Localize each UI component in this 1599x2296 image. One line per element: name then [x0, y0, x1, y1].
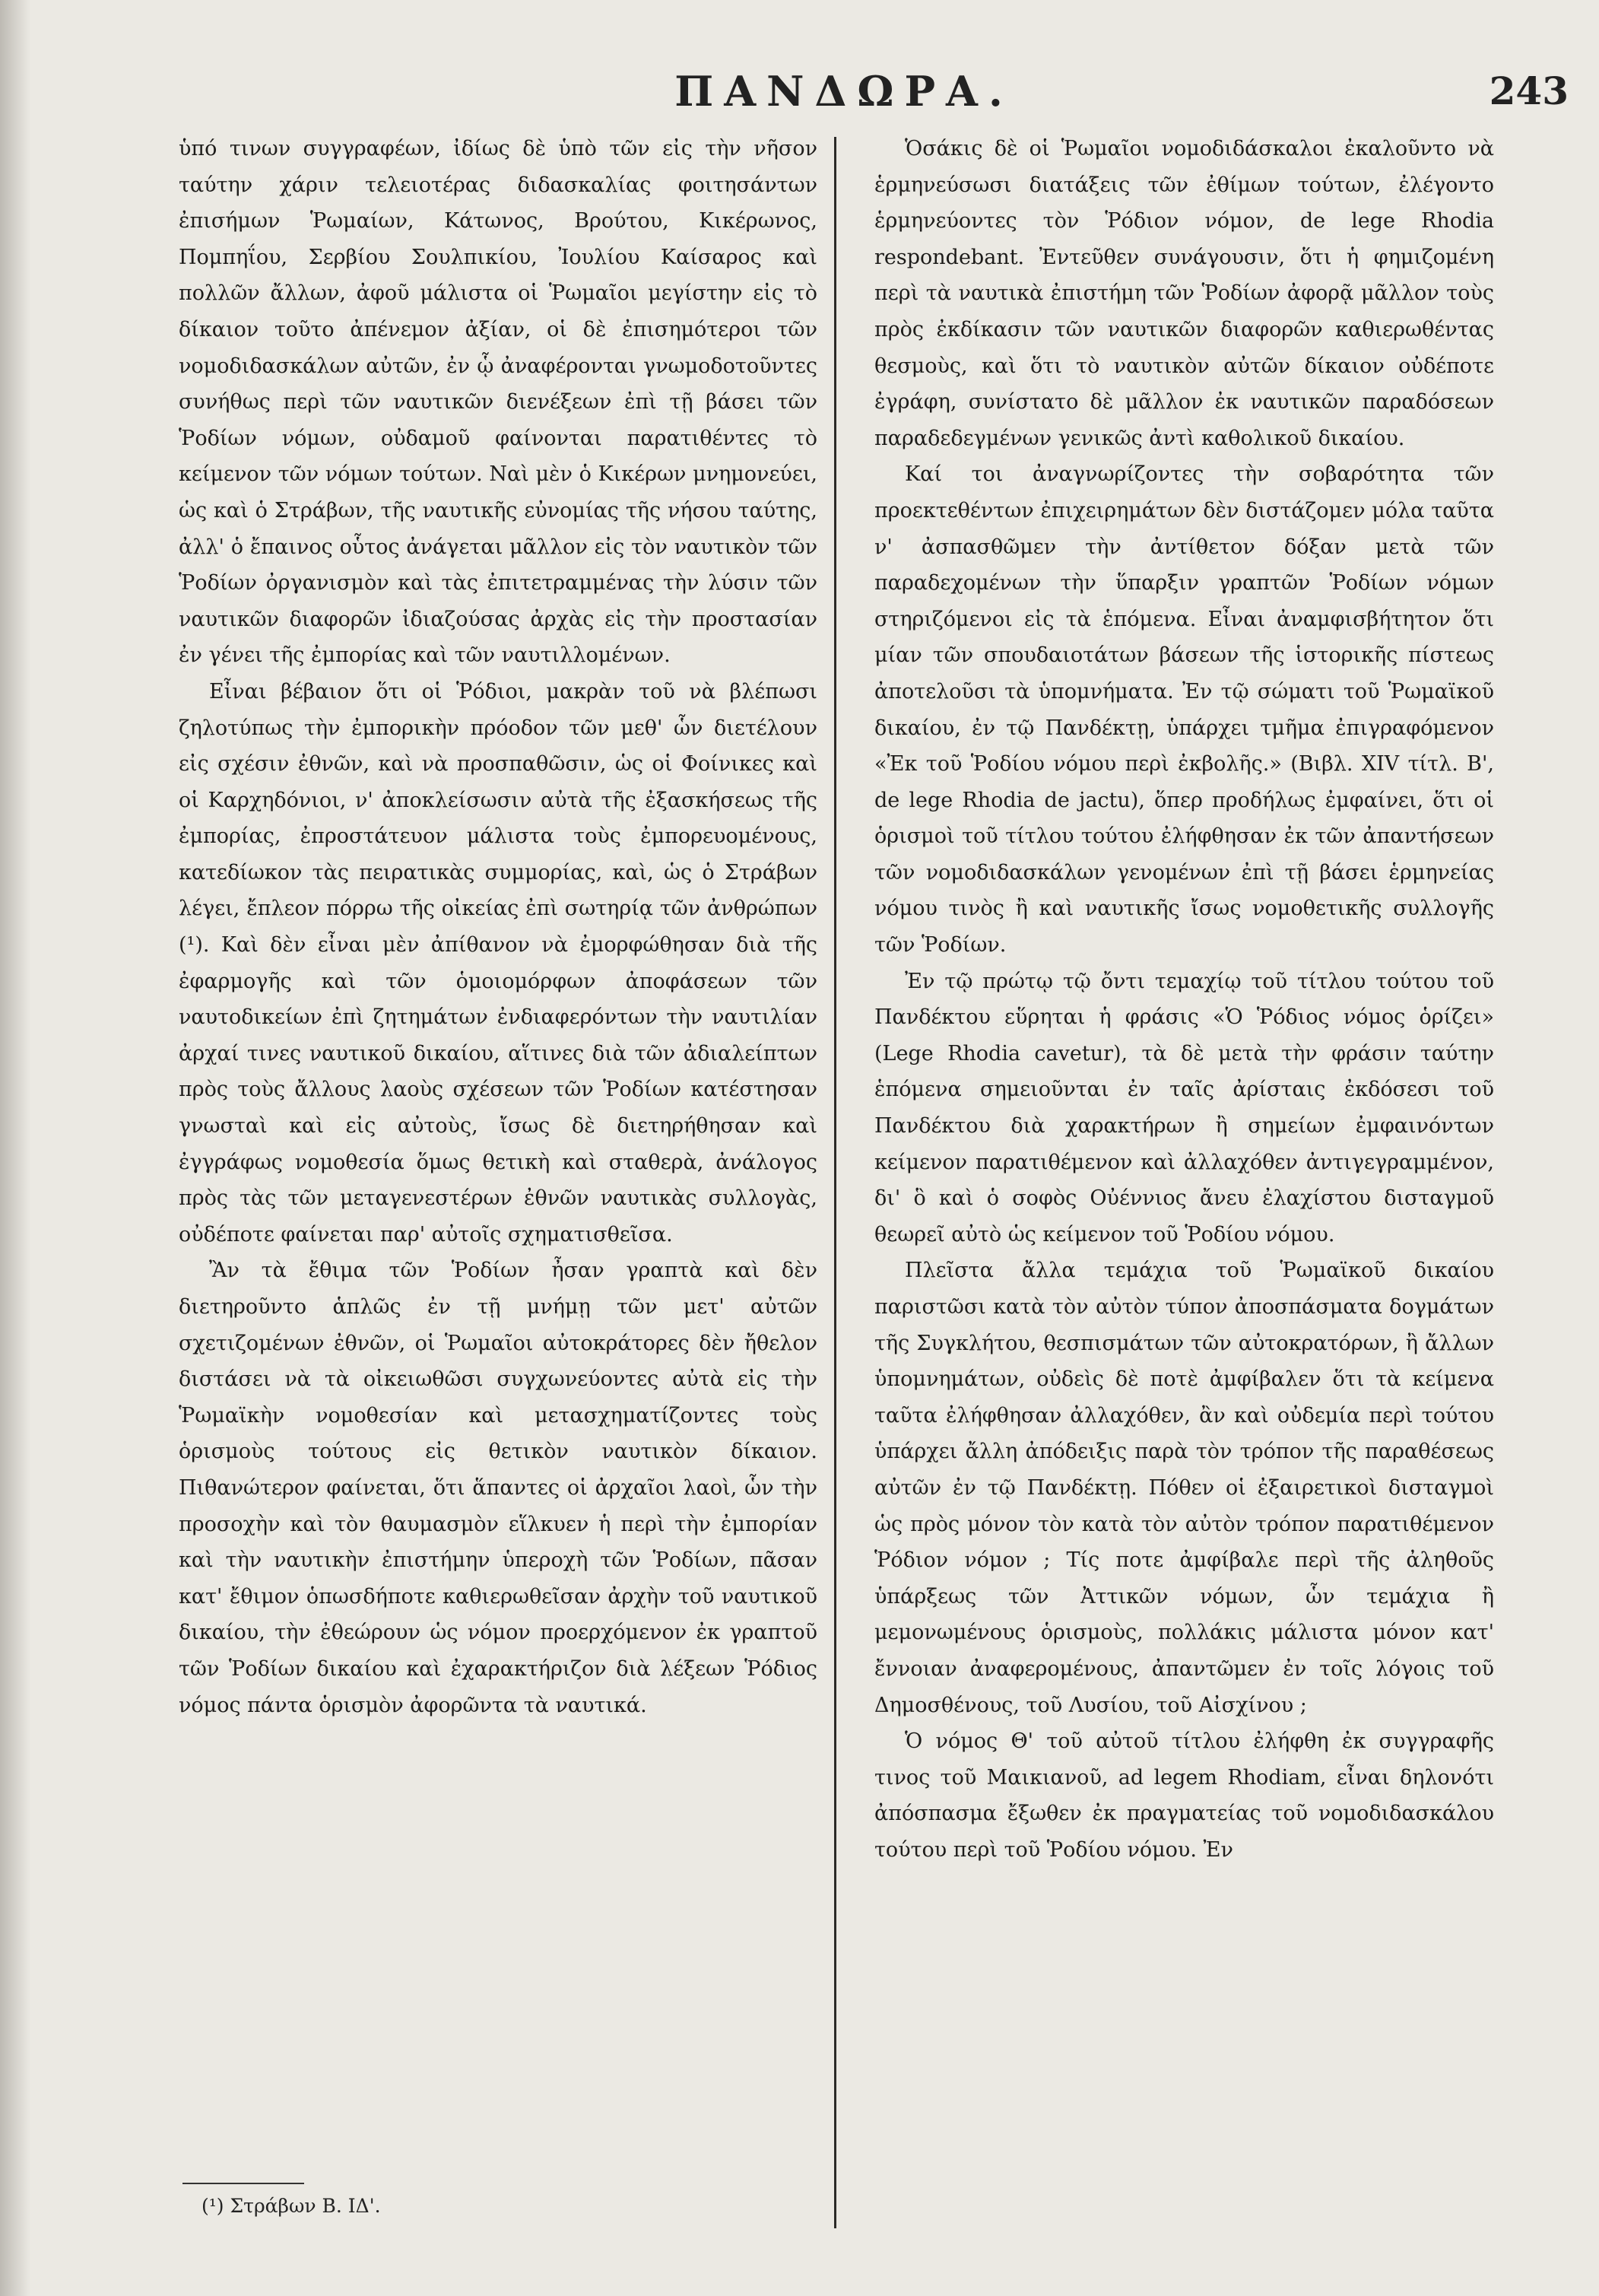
right-paragraph-5: Ὁ νόμος Θ' τοῦ αὐτοῦ τίτλου ἐλήφθη ἐκ συγγραφῆς τινος τοῦ Μαικιανοῦ, ad legem Rhodiam, εἶναι δηλονότι ἀπόσπασμα ἔξωθεν ἐκ πραγματείας τοῦ νομοδιδασκάλου τούτου περὶ τοῦ Ῥοδίου νόμου. Ἐν	[874, 1729, 1494, 1862]
left-paragraph-3: Ἂν τὰ ἔθιμα τῶν Ῥοδίων ἦσαν γραπτὰ καὶ δὲν διετηροῦντο ἁπλῶς ἐν τῇ μνήμῃ τῶν μετ' αὐτῶν σχετιζομένων ἐθνῶν, οἱ Ῥωμαῖοι αὐτοκράτορες δὲν ἤθελον διστάσει νὰ τὰ οἰκειωθῶσι συγχωνεύοντες αὐτὰ εἰς τὴν Ῥωμαϊκὴν νομοθεσίαν καὶ μετασχηματίζοντες τοὺς ὁρισμοὺς τούτους εἰς θετικὸν ναυτικὸν δίκαιον. Πιθανώτερον φαίνεται, ὅτι ἅπαντες οἱ ἀρχαῖοι λαοὶ, ὧν τὴν προσοχὴν καὶ τὸν θαυμασμὸν εἵλκυεν ἡ περὶ τὴν ἐμπορίαν καὶ τὴν ναυτικὴν ἐπιστήμην ὑπεροχὴ τῶν Ῥοδίων, πᾶσαν κατ' ἔθιμον ὁπωσδήποτε καθιερωθεῖσαν ἀρχὴν τοῦ ναυτικοῦ δικαίου, τὴν ἐθεώρουν ὡς νόμον προερχόμενον ἐκ γραπτοῦ τῶν Ῥοδίων δικαίου καὶ ἐχαρακτήριζον διὰ λέξεων Ῥόδιος νόμος πάντα ὁρισμὸν ἀφορῶντα τὰ ναυτικά.	[179, 1259, 817, 1717]
right-paragraph-2: Καί τοι ἀναγνωρίζοντες τὴν σοβαρότητα τῶν προεκτεθέντων ἐπιχειρημάτων δὲν διστάζομεν μόλα ταῦτα ν' ἀσπασθῶμεν τὴν ἀντίθετον δόξαν μετὰ τῶν παραδεχομένων τὴν ὕπαρξιν γραπτῶν Ῥοδίων νόμων στηριζόμενοι εἰς τὰ ἑπόμενα. Εἶναι ἀναμφισβήτητον ὅτι μίαν τῶν σπουδαιοτάτων βάσεων τῆς ἱστορικῆς πίστεως ἀποτελοῦσι τὰ ὑπομνήματα. Ἐν τῷ σώματι τοῦ Ῥωμαϊκοῦ δικαίου, ἐν τῷ Πανδέκτῃ, ὑπάρχει τμῆμα ἐπιγραφόμενον «Ἐκ τοῦ Ῥοδίου νόμου περὶ ἐκβολῆς.» (Βιβλ. XIV τίτλ. Β', de lege Rhodia de jactu), ὅπερ προδήλως ἐμφαίνει, ὅτι οἱ ὁρισμοὶ τοῦ τίτλου τούτου ἐλήφθησαν ἐκ τῶν ἀπαντήσεων τῶν νομοδιδασκάλων γενομένων ἐπὶ τῇ βάσει ἑρμηνείας νόμου τινὸς ἢ καὶ ναυτικῆς ἴσως νομοθετικῆς συλλογῆς τῶν Ῥοδίων.	[874, 462, 1494, 957]
running-title: ΠΑΝΔΩΡΑ.	[674, 67, 1014, 116]
page-binding-shadow	[0, 0, 30, 2296]
footnote-rule	[182, 2183, 304, 2184]
left-paragraph-2: Εἶναι βέβαιον ὅτι οἱ Ῥόδιοι, μακρὰν τοῦ νὰ βλέπωσι ζηλοτύπως τὴν ἐμπορικὴν πρόοδον τῶν μεθ' ὧν διετέλουν εἰς σχέσιν ἐθνῶν, καὶ νὰ προσπαθῶσιν, ὡς οἱ Φοίνικες καὶ οἱ Καρχηδόνιοι, ν' ἀποκλείσωσιν αὐτὰ τῆς ἐξασκήσεως τῆς ἐμπορίας, ἐπροστάτευον μάλιστα τοὺς ἐμπορευομένους, κατεδίωκον τὰς πειρατικὰς συμμορίας, καὶ, ὡς ὁ Στράβων λέγει, ἔπλεον πόρρω τῆς οἰκείας ἐπὶ σωτηρίᾳ τῶν ἀνθρώπων (¹). Καὶ δὲν εἶναι μὲν ἀπίθανον νὰ ἐμορφώθησαν διὰ τῆς ἐφαρμογῆς καὶ τῶν ὁμοιομόρφων ἀποφάσεων τῶν ναυτοδικείων ἐπὶ ζητημάτων ἐνδιαφερόντων τὴν ναυτιλίαν ἀρχαί τινες ναυτικοῦ δικαίου, αἵτινες διὰ τῶν ἀδιαλείπτων πρὸς τοὺς ἄλλους λαοὺς σχέσεων τῶν Ῥοδίων κατέστησαν γνωσταὶ καὶ εἰς αὐτοὺς, ἴσως δὲ διετηρήθησαν καὶ ἐγγράφως νομοθεσία ὅμως θετικὴ καὶ σταθερὰ, ἀνάλογος πρὸς τὰς τῶν μεταγενεστέρων ἐθνῶν ναυτικὰς συλλογὰς, οὐδέποτε φαίνεται παρ' αὐτοῖς σχηματισθεῖσα.	[179, 679, 817, 1246]
footnote: (¹) Στράβων Β. ΙΔ'.	[201, 2195, 381, 2217]
right-column	[874, 131, 1494, 1869]
page-number: 243	[1489, 68, 1569, 113]
right-paragraph-3: Ἐν τῷ πρώτῳ τῷ ὄντι τεμαχίῳ τοῦ τίτλου τούτου τοῦ Πανδέκτου εὕρηται ἡ φράσις «Ὁ Ῥόδιος νόμος ὁρίζει» (Lege Rhodia cavetur), τὰ δὲ μετὰ τὴν φράσιν ταύτην ἑπόμενα σημειοῦνται ἐν ταῖς ἀρίσταις ἐκδόσεσι τοῦ Πανδέκτου διὰ χαρακτήρων ἢ σημείων ἐμφαινόντων κείμενον παρατιθέμενον καὶ ἀλλαχόθεν ἀντιγεγραμμένον, δι' ὃ καὶ ὁ σοφὸς Οὐέννιος ἄνευ ἐλαχίστου δισταγμοῦ θεωρεῖ αὐτὸ ὡς κείμενον τοῦ Ῥοδίου νόμου.	[874, 969, 1494, 1246]
left-paragraph-1: ὑπό τινων συγγραφέων, ἰδίως δὲ ὑπὸ τῶν εἰς τὴν νῆσον ταύτην χάριν τελειοτέρας διδασκαλίας φοιτησάντων ἐπισήμων Ῥωμαίων, Κάτωνος, Βρούτου, Κικέρωνος, Πομπηΐου, Σερβίου Σουλπικίου, Ἰουλίου Καίσαρος καὶ πολλῶν ἄλλων, ἀφοῦ μάλιστα οἱ Ῥωμαῖοι μεγίστην εἰς τὸ δίκαιον τοῦτο ἀπένεμον ἀξίαν, οἱ δὲ ἐπισημότεροι τῶν νομοδιδασκάλων αὐτῶν, ἐν ᾧ ἀναφέρονται γνωμοδοτοῦντες συνήθως περὶ τῶν ναυτικῶν διενέξεων ἐπὶ τῇ βάσει τῶν Ῥοδίων νόμων, οὐδαμοῦ φαίνονται παρατιθέντες τὸ κείμενον τῶν νόμων τούτων. Ναὶ μὲν ὁ Κικέρων μνημονεύει, ὡς καὶ ὁ Στράβων, τῆς ναυτικῆς εὐνομίας τῆς νήσου ταύτης, ἀλλ' ὁ ἔπαινος οὗτος ἀνάγεται μᾶλλον εἰς τὸν ναυτικὸν τῶν Ῥοδίων ὀργανισμὸν καὶ τὰς ἐπιτετραμμένας τὴν λύσιν τῶν ναυτικῶν διαφορῶν ἰδιαζούσας ἀρχὰς εἰς τὴν προστασίαν ἐν γένει τῆς ἐμπορίας καὶ τῶν ναυτιλλομένων.	[179, 137, 817, 668]
left-column	[179, 131, 817, 1723]
column-divider	[834, 137, 836, 2228]
right-paragraph-1: Ὁσάκις δὲ οἱ Ῥωμαῖοι νομοδιδάσκαλοι ἐκαλοῦντο νὰ ἑρμηνεύσωσι διατάξεις τῶν ἐθίμων τούτων, ἐλέγοντο ἑρμηνεύοντες τὸν Ῥόδιον νόμον, de lege Rhodia respondebant. Ἐντεῦθεν συνάγουσιν, ὅτι ἡ φημιζομένη περὶ τὰ ναυτικὰ ἐπιστήμη τῶν Ῥοδίων ἀφορᾷ μᾶλλον τοὺς πρὸς ἐκδίκασιν τῶν ναυτικῶν διαφορῶν καθιερωθέντας θεσμοὺς, καὶ ὅτι τὸ ναυτικὸν αὐτῶν δίκαιον οὐδέποτε ἐγράφη, συνίστατο δὲ μᾶλλον ἐκ ναυτικῶν παραδόσεων παραδεδεγμένων γενικῶς ἀντὶ καθολικοῦ δικαίου.	[874, 137, 1494, 450]
right-paragraph-4: Πλεῖστα ἄλλα τεμάχια τοῦ Ῥωμαϊκοῦ δικαίου παριστῶσι κατὰ τὸν αὐτὸν τύπον ἀποσπάσματα δογμάτων τῆς Συγκλήτου, θεσπισμάτων τῶν αὐτοκρατόρων, ἢ ἄλλων ὑπομνημάτων, οὐδεὶς δὲ ποτὲ ἀμφίβαλεν ὅτι τὰ κείμενα ταῦτα ἐλήφθησαν ἀλλαχόθεν, ἂν καὶ οὐδεμία περὶ τούτου ὑπάρχει ἄλλη ἀπόδειξις παρὰ τὸν τρόπον τῆς παραθέσεως αὐτῶν ἐν τῷ Πανδέκτῃ. Πόθεν οἱ ἐξαιρετικοὶ δισταγμοὶ ὡς πρὸς μόνον τὸν κατὰ τὸν αὐτὸν τρόπον παρατιθέμενον Ῥόδιον νόμον ; Τίς ποτε ἀμφίβαλε περὶ τῆς ἀληθοῦς ὑπάρξεως τῶν Ἀττικῶν νόμων, ὧν τεμάχια ἢ μεμονωμένους ὁρισμοὺς, πολλάκις μάλιστα μόνον κατ' ἔννοιαν ἀναφερομένους, ἀπαντῶμεν ἐν τοῖς λόγοις τοῦ Δημοσθένους, τοῦ Λυσίου, τοῦ Αἰσχίνου ;	[874, 1259, 1494, 1717]
